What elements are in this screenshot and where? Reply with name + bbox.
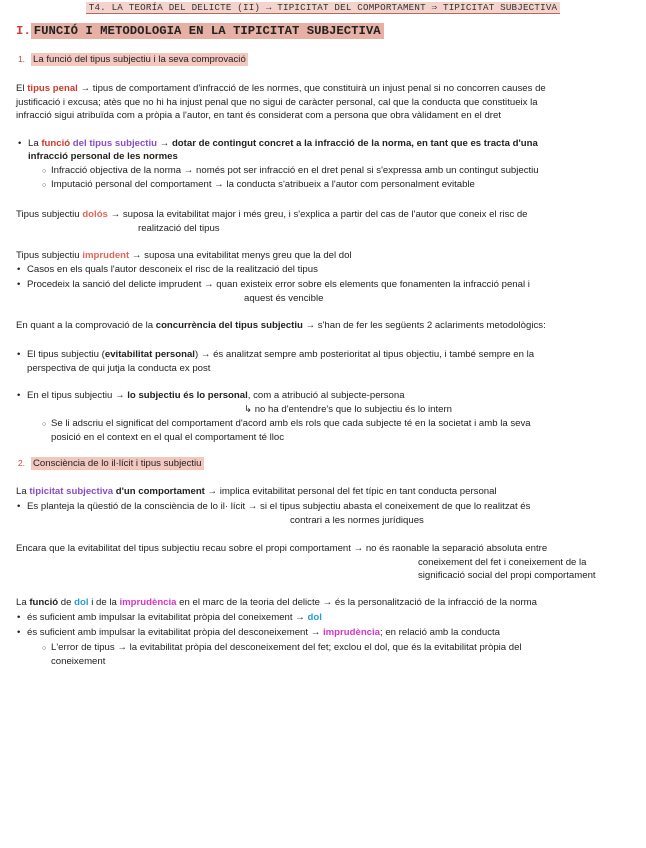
text: → implica evitabilitat personal del fet típic en tant conducta personal [204,486,497,497]
page-header [0,2,646,13]
sub-bullet: ○ Infracció objectiva de la norma → només pot ser infracció en el dret penal si s'expressa amb un contingut subjectiu [51,164,539,177]
paragraph-line: ↳ no ha d'entendre's que lo subjectiu és lo intern [244,404,452,415]
paragraph-comprovacio [16,319,546,332]
paragraph-tipus-penal [16,82,546,95]
text: ; en relació amb la conducta [380,627,501,638]
term-imprudent: imprudent [82,250,130,261]
paragraph-funcio-dol [16,596,537,609]
subsection-2-heading [18,457,204,470]
bullet: • Procedeix la sanció del delicte imprudent → quan existeix error sobre els elements que fonamenten la infracció penal i [27,278,530,291]
subsection-1-title: La funció del tipus subjectiu i la seva comprovació [33,54,246,65]
text: → dotar de contingut concret a la infracció de la norma, en tant que es tracta d'una [157,138,538,149]
paragraph-line: aquest és vencible [244,293,324,304]
text: en el marc de la teoria del delicte → és la personalització de la infracció de la norma [176,597,538,608]
subsection-1-number: 1. [18,54,25,64]
paragraph-line: justificació i excusa; atès que no hi ha injust penal que no sigui de caràcter personal, cal que la conducta que constitueix la [16,97,538,108]
paragraph-evitabilitat: Encara que la evitabilitat del tipus subjectiu recau sobre el propi comportament → no és raonable la separació absoluta entre [16,543,548,554]
paragraph-line: coneixement [51,656,106,667]
text: En quant a la comprovació de la [16,320,156,331]
sub-bullet: ○ Se li adscriu el significat del comportament d'acord amb els rols que cada subjecte té en la societat i amb la seva [51,417,531,430]
text: és suficient amb impulsar la evitabilitat pròpia del coneixement → [27,612,308,623]
text: La [28,138,42,149]
text: d'un comportament [113,486,205,497]
text: La [16,597,30,608]
text: → suposa la evitabilitat major i més greu, i s'explica a partir del cas de l'autor que coneix el risc de [107,209,528,220]
subsection-1-heading [18,53,248,66]
bullet-dol [27,611,322,624]
text: és suficient amb impulsar la evitabilitat pròpia del desconeixement → [27,627,323,638]
term-imprudencia: imprudència [322,627,381,638]
sub-bullet: ○ L'error de tipus → la evitabilitat pròpia del desconeixement del fet; exclou el dol, que és la evitabilitat pròpia del [51,641,522,654]
header-title: T4. LA TEORÍA DEL DELICTE (II) → TIPICITAT DEL COMPORTAMENT ⇒ TIPICITAT SUBJECTIVA [86,2,561,14]
subsection-2-number: 2. [18,458,25,468]
paragraph-line: realització del tipus [138,223,220,234]
text: de [58,597,75,608]
term-tipus-penal: tipus penal [27,83,78,94]
text: → suposa una evitabilitat menys greu que la del dol [129,250,352,261]
bullet: • Casos en els quals l'autor desconeix el risc de la realització del tipus [27,263,318,276]
term-dol: dol [74,597,89,608]
bullet-evitabilitat [27,348,534,361]
sub-bullet: ○ Imputació personal del comportament → la conducta s'atribueix a l'autor com personalment evitable [51,178,475,191]
text: , com a atribució al subjecte-persona [247,390,405,401]
paragraph-tipicitat-subjectiva [16,485,497,498]
paragraph-line: perspectiva de qui jutja la conducta ex post [27,363,211,374]
term-concurrencia: concurrència del tipus subjectiu [155,320,303,331]
term-tipus-subjectiu: del tipus subjectiu [70,138,158,149]
text: Tipus subjectiu [16,209,83,220]
text: ) → és analitzat sempre amb posterioritat al tipus objectiu, i també sempre en la [194,349,535,360]
subsection-2-title: Consciència de lo il·lícit i tipus subjectiu [33,458,202,469]
text: → s'han de fer les següents 2 aclariments metodològics: [302,320,546,331]
text: El tipus subjectiu ( [27,349,105,360]
paragraph-imprudent [16,249,352,262]
text: Tipus subjectiu [16,250,83,261]
term-subjectiu-personal: lo subjectiu és lo personal [127,390,248,401]
term-evitabilitat-personal: evitabilitat personal [104,349,195,360]
paragraph-line: posició en el context en el qual el comportament té lloc [51,432,285,443]
bullet-funcio-tipus-subjectiu [28,137,538,150]
text: En el tipus subjectiu → [27,390,128,401]
text: La [16,486,30,497]
term-tipicitat-subjectiva: tipicitat subjectiva [29,486,114,497]
section-1-number: I. [16,24,31,38]
paragraph-line: coneixement del fet i coneixement de la [418,557,587,568]
section-1-title: FUNCIÓ I METODOLOGIA EN LA TIPICITAT SUBJECTIVA [31,23,384,39]
term-dol: dol [307,612,322,623]
term-funcio: funció [29,597,59,608]
term-imprudencia: imprudència [119,597,177,608]
bullet-subjectiu-personal [27,389,405,402]
bullet-imprudencia [27,626,500,639]
paragraph-dolos [16,208,528,221]
term-dolos: dolós [82,209,108,220]
paragraph-line: infracció personal de les normes [28,151,178,162]
text: → tipus de comportament d'infracció de les normes, que constituirà un injust penal si no concorren causes de [77,83,546,94]
paragraph-line: significació social del propi comportament [418,570,596,581]
term-funcio: funció [41,138,71,149]
text: i de la [88,597,120,608]
paragraph-line: infracció sigui atribuïda com a pròpia a l'autor, en tant és considerat com a persona que obra vàlidament en el dret [16,110,501,121]
bullet: • Es planteja la qüestió de la consciència de lo il· lícit → si el tipus subjectiu abasta el coneixement de que lo realitzat és [27,500,530,513]
paragraph-line: contrari a les normes jurídiques [290,515,424,526]
section-1-heading [16,24,384,38]
text: El [16,83,28,94]
